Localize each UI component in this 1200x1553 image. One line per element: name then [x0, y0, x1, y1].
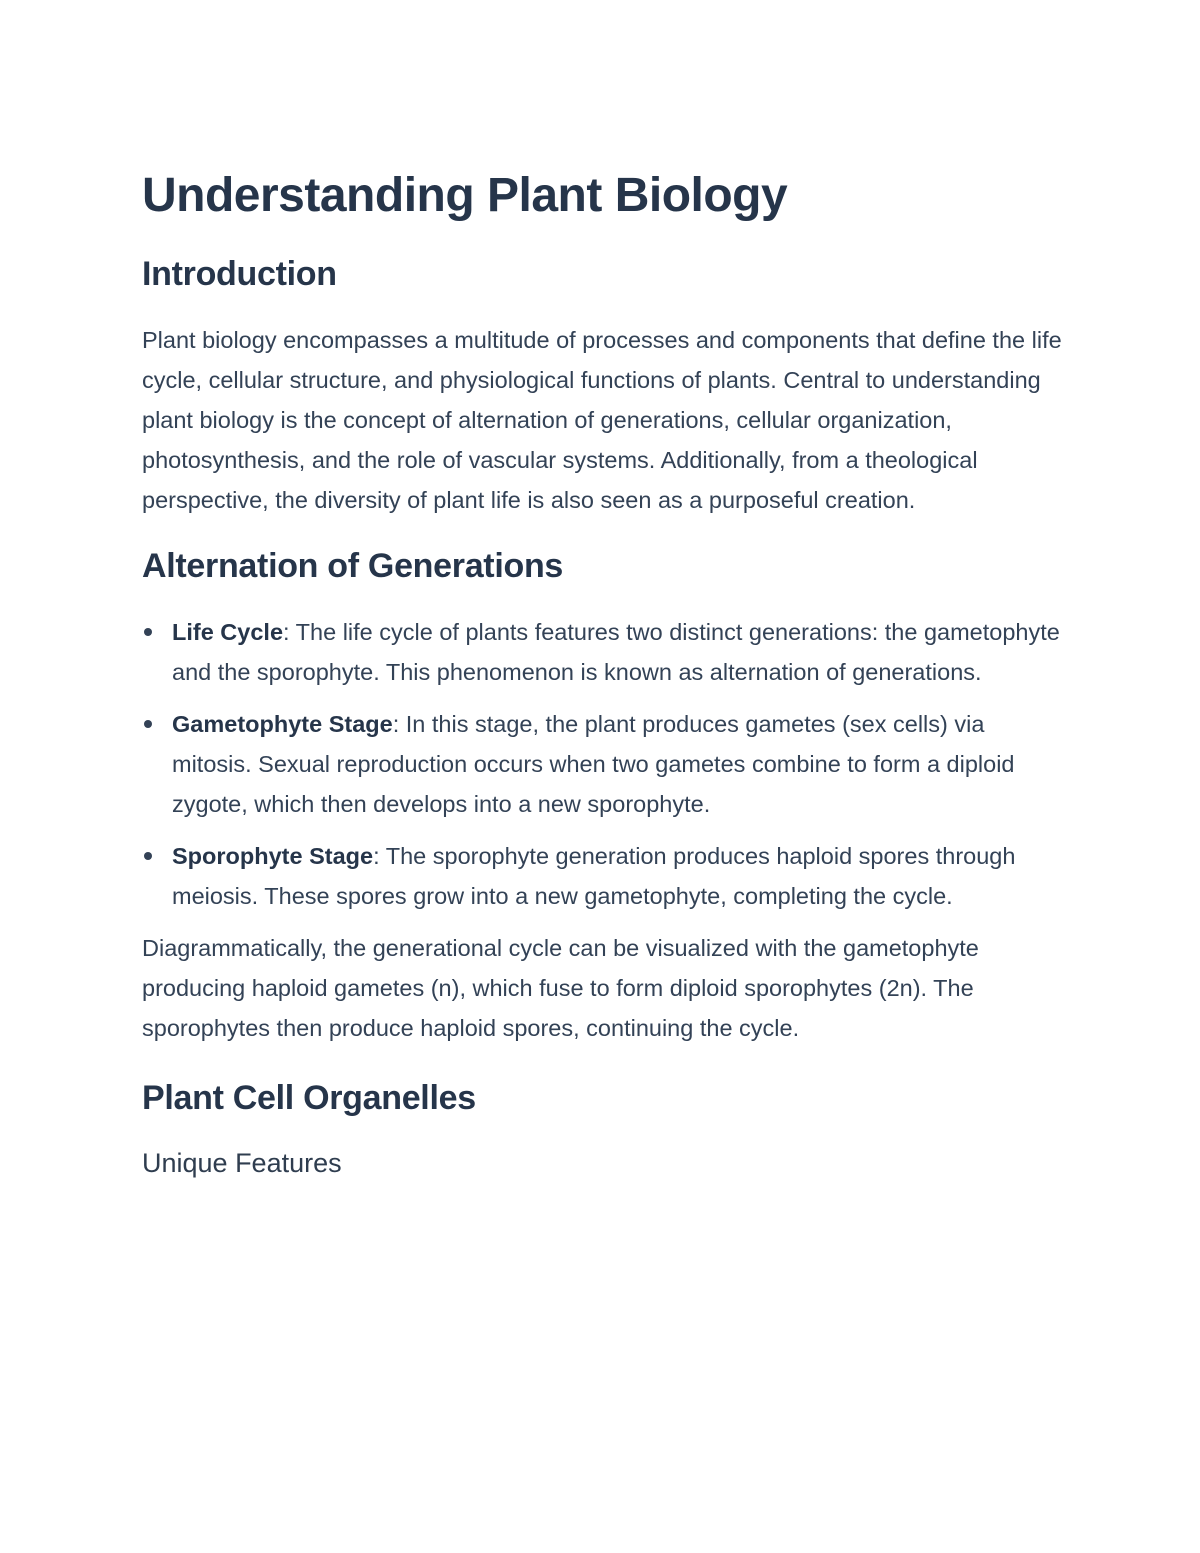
list-item-text: : The sporophyte generation produces haploid spores through meiosis. These spores grow into a new gametophyte, completing the cycle. [172, 843, 1016, 909]
list-item-text: : In this stage, the plant produces gametes (sex cells) via mitosis. Sexual reproduction occurs when two gametes combine to form a diploid zygote, which then develops into a new sporophyte. [172, 711, 1015, 817]
list-item [142, 704, 1067, 824]
list-item [142, 836, 1067, 916]
alternation-heading: Alternation of Generations [142, 547, 564, 585]
organelles-heading: Plant Cell Organelles [142, 1079, 476, 1117]
list-item-term: Gametophyte Stage [172, 711, 393, 737]
organelles-subheading: Unique Features [142, 1148, 342, 1178]
list-item [142, 612, 1067, 692]
document-title: Understanding Plant Biology [142, 169, 788, 222]
alternation-list [142, 612, 1067, 916]
list-item-term: Life Cycle [172, 619, 284, 645]
document-page [142, 168, 1067, 1180]
introduction-paragraph: Plant biology encompasses a multitude of processes and components that define the life cycle, cellular structure, and physiological functions of plants. Central to understanding plant biology is the concept of alternation of generations, cellular organization, photosynthesis, and the role of vascular systems. Additionally, from a theological perspective, the diversity of plant life is also seen as a purposeful creation. [142, 327, 1062, 513]
alternation-paragraph: Diagrammatically, the generational cycle can be visualized with the gametophyte producing haploid gametes (n), which fuse to form diploid sporophytes (2n). The sporophytes then produce haploid spores, continuing the cycle. [142, 935, 979, 1041]
list-item-term: Sporophyte Stage [172, 843, 374, 869]
list-item-text: : The life cycle of plants features two distinct generations: the gametophyte and the sporophyte. This phenomenon is known as alternation of generations. [172, 619, 1060, 685]
introduction-heading: Introduction [142, 255, 337, 293]
